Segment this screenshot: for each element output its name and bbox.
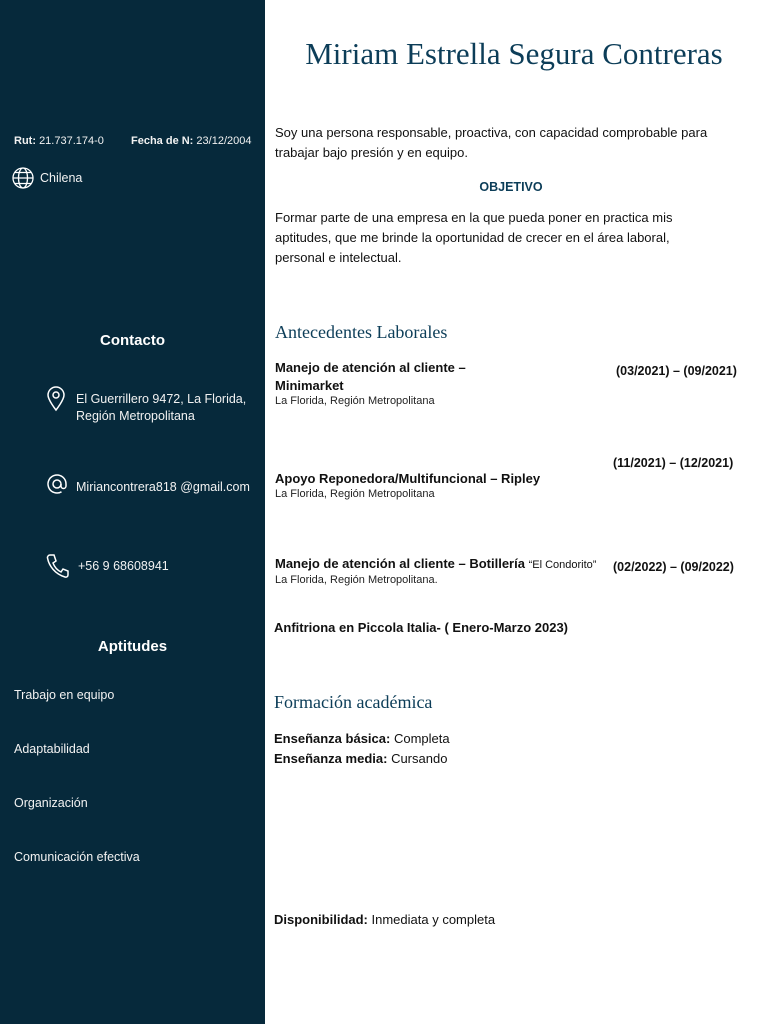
job-title: [275, 555, 610, 574]
phone-icon: [45, 553, 69, 579]
education-basic: [274, 729, 450, 749]
job-dates: (03/2021) – (09/2021): [616, 364, 737, 378]
address-line-2: Región Metropolitana: [76, 409, 195, 423]
availability: [274, 910, 495, 930]
job-location: La Florida, Región Metropolitana: [275, 488, 435, 500]
job-dates: (11/2021) – (12/2021): [613, 456, 734, 470]
contact-heading: Contacto: [100, 332, 165, 349]
rut-value: 21.737.174-0: [39, 135, 104, 147]
objective-text: Formar parte de una empresa en la que pueda poner en practica mis aptitudes, que me brinde la oportunidad de crecer en el área laboral, personal e intelectual.: [275, 210, 673, 265]
job-entry: [275, 470, 605, 500]
job-location: La Florida, Región Metropolitana: [275, 395, 435, 407]
birth-date: [131, 135, 251, 147]
education-middle-value: Cursando: [391, 751, 448, 766]
skill-item: Adaptabilidad: [14, 742, 90, 756]
address: [76, 391, 246, 425]
job-title: Manejo de atención al cliente – Minimarket: [275, 360, 466, 393]
job-location: La Florida, Región Metropolitana.: [275, 574, 438, 586]
job-title-quote: “El Condorito”: [528, 559, 597, 571]
objective-heading: OBJETIVO: [479, 180, 543, 194]
skill-item: Organización: [14, 796, 88, 810]
phone[interactable]: +56 9 68608941: [78, 559, 169, 573]
availability-label: Disponibilidad:: [274, 912, 368, 927]
education-basic-label: Enseñanza básica:: [274, 731, 391, 746]
education-middle: [274, 749, 447, 769]
education-heading: Formación académica: [274, 692, 433, 712]
nationality: Chilena: [40, 171, 83, 185]
job-entry: [275, 555, 610, 586]
page-title: Miriam Estrella Segura Contreras: [305, 36, 723, 71]
address-line-1: El Guerrillero 9472, La Florida,: [76, 392, 247, 406]
job-title: Apoyo Reponedora/Multifuncional – Ripley: [275, 471, 541, 486]
skill-item: Trabajo en equipo: [14, 688, 115, 702]
availability-value: Inmediata y completa: [371, 912, 496, 927]
job-title: Anfitriona en Piccola Italia- ( Enero-Marzo 2023): [274, 620, 569, 635]
email[interactable]: Miriancontrera818 @gmail.com: [76, 480, 250, 494]
education-middle-label: Enseñanza media:: [274, 751, 388, 766]
skills-heading: Aptitudes: [97, 638, 168, 655]
sidebar: [0, 0, 265, 1024]
job-title-text: Manejo de atención al cliente – Botillería: [275, 556, 525, 571]
rut-label: Rut:: [14, 135, 36, 147]
skill-item: Comunicación efectiva: [14, 850, 140, 864]
job-dates: (02/2022) – (09/2022): [613, 560, 734, 574]
experience-heading: Antecedentes Laborales: [275, 322, 448, 342]
birth-value: 23/12/2004: [196, 135, 252, 147]
profile-summary: Soy una persona responsable, proactiva, con capacidad comprobable para trabajar bajo presión y en equipo.: [275, 125, 708, 160]
education-basic-value: Completa: [393, 731, 450, 746]
at-icon: [46, 473, 68, 495]
location-pin-icon: [46, 386, 66, 412]
job-entry: [275, 359, 475, 407]
globe-icon: [11, 166, 35, 190]
birth-label: Fecha de N:: [131, 135, 194, 147]
rut: [14, 135, 104, 147]
